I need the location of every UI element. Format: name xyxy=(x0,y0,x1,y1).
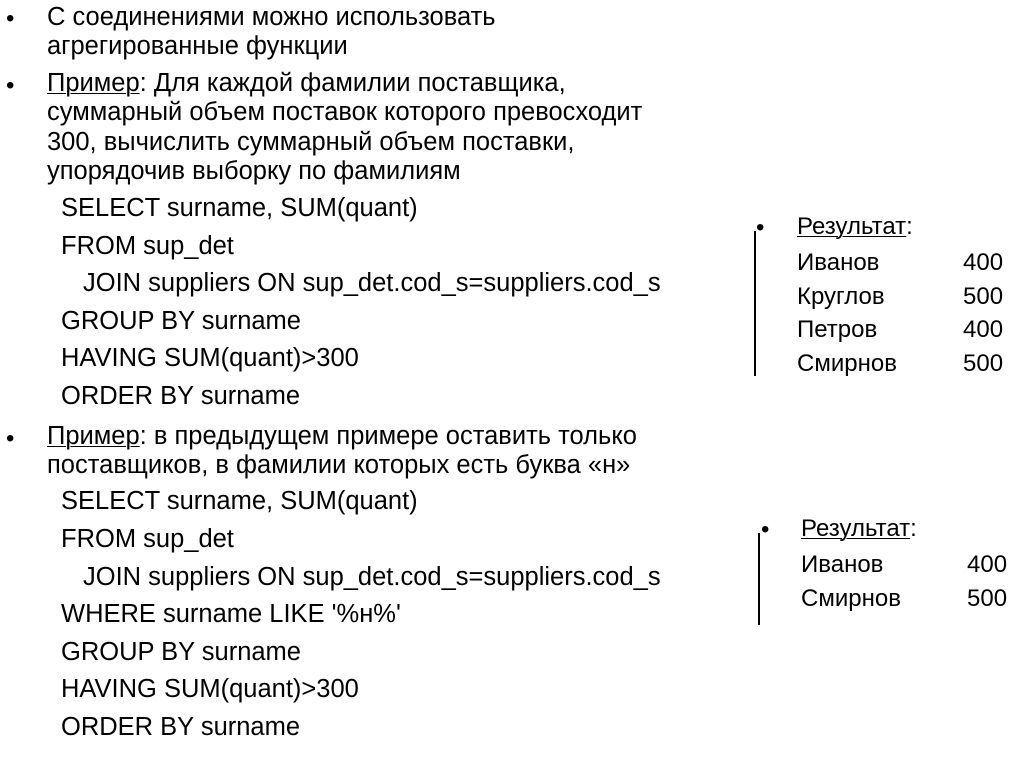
example-label: Пример xyxy=(47,422,140,450)
query1-group-by: GROUP BY surname xyxy=(61,307,301,335)
result2-heading xyxy=(801,517,917,541)
query1-join: JOIN suppliers ON sup_det.cod_s=suppliers.cod_s xyxy=(83,269,661,297)
bullet2-line1-rest: : Для каждой фамилии поставщика, xyxy=(139,69,566,97)
bullet2-line1 xyxy=(47,71,566,97)
query2-order-by: ORDER BY surname xyxy=(61,713,301,741)
result1-value: 400 xyxy=(963,316,1004,343)
bullet-marker: • xyxy=(761,516,770,543)
result1-divider xyxy=(754,231,756,376)
bullet1-line1: С соединениями можно использовать xyxy=(47,3,496,31)
result2-value: 500 xyxy=(967,585,1008,612)
result2-value: 400 xyxy=(967,551,1008,578)
bullet3-line1 xyxy=(47,424,637,450)
bullet3-line1-rest: : в предыдущем примере оставить только xyxy=(139,422,637,450)
bullet2-line2: суммарный объем поставок которого превосходит xyxy=(47,98,643,126)
result2-name: Иванов xyxy=(801,551,884,578)
bullet2-line4: упорядочив выборку по фамилиям xyxy=(47,157,461,185)
result1-value: 500 xyxy=(963,283,1004,310)
query1-select: SELECT surname, SUM(quant) xyxy=(61,194,418,222)
result2-colon: : xyxy=(910,515,917,542)
query1-order-by: ORDER BY surname xyxy=(61,382,301,410)
result1-name: Смирнов xyxy=(797,350,897,377)
bullet-marker: • xyxy=(756,214,765,241)
query2-select: SELECT surname, SUM(quant) xyxy=(61,487,418,515)
query1-from: FROM sup_det xyxy=(61,232,234,260)
bullet1-line2: агрегированные функции xyxy=(47,32,348,60)
bullet2-line3: 300, вычислить суммарный объем поставки, xyxy=(47,128,575,156)
bullet-marker: • xyxy=(6,72,15,99)
query2-having: HAVING SUM(quant)>300 xyxy=(61,675,359,703)
bullet-marker: • xyxy=(6,425,15,452)
example-label: Пример xyxy=(47,69,140,97)
query2-join: JOIN suppliers ON sup_det.cod_s=suppliers.cod_s xyxy=(83,563,661,591)
bullet3-line2: поставщиков, в фамилии которых есть буква «н» xyxy=(47,451,631,479)
bullet-marker: • xyxy=(6,5,15,32)
result2-name: Смирнов xyxy=(801,585,901,612)
result1-value: 500 xyxy=(963,350,1004,377)
result1-name: Круглов xyxy=(797,283,885,310)
result1-value: 400 xyxy=(963,249,1004,276)
result2-divider xyxy=(758,533,760,625)
result2-label: Результат xyxy=(801,515,911,542)
query2-group-by: GROUP BY surname xyxy=(61,638,301,666)
result1-name: Иванов xyxy=(797,249,880,276)
result1-colon: : xyxy=(906,213,913,240)
result1-heading xyxy=(797,215,913,239)
query1-having: HAVING SUM(quant)>300 xyxy=(61,344,359,372)
result1-label: Результат xyxy=(797,213,907,240)
result1-name: Петров xyxy=(797,316,878,343)
query2-from: FROM sup_det xyxy=(61,525,234,553)
query2-where: WHERE surname LIKE '%н%' xyxy=(61,600,401,628)
